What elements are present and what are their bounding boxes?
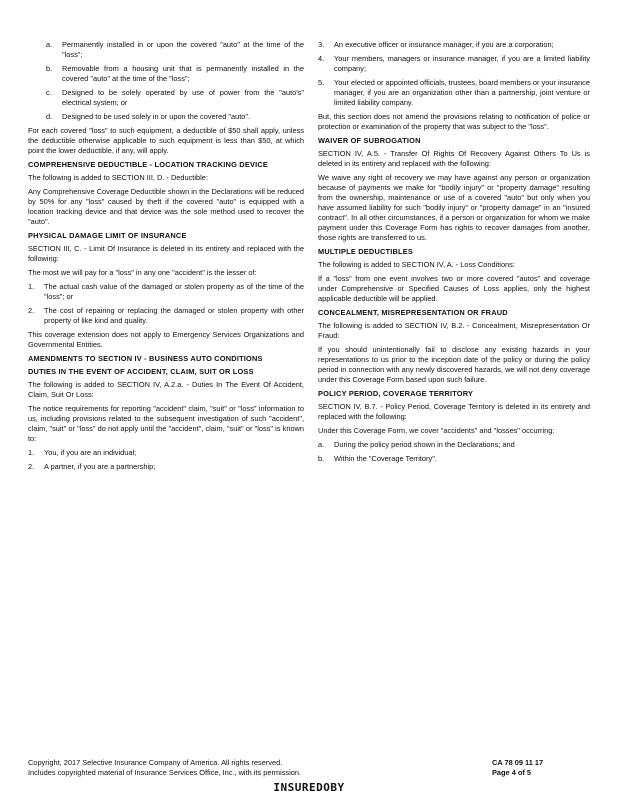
body-paragraph: This coverage extension does not apply to Emergency Services Organizations and Governmental Entities. (28, 330, 304, 349)
form-identifier (492, 758, 592, 778)
form-number: CA 78 09 11 17 (492, 758, 544, 767)
section-intro: SECTION IV, A.5. - Transfer Of Rights Of Recovery Against Others To Us is deleted in its entirety and replaced with the following: (318, 149, 590, 168)
body-paragraph: The most we will pay for a "loss" in any one "accident" is the lesser of: (28, 268, 257, 277)
body-paragraph: If you should unintentionally fail to disclose any existing hazards in your representations to us prior to the inception date of the policy or during the policy period in connection with any newly discovered hazards, we will not deny coverage under this Coverage Form based upon such failure. (318, 345, 590, 384)
section-intro: The following is added to SECTION III, D. - Deductible: (28, 173, 208, 182)
list-item: 1. The actual cash value of the damaged or stolen property as of the time of the "loss"; or (28, 282, 304, 301)
section-heading: MULTIPLE DEDUCTIBLES (318, 247, 414, 256)
section-intro: SECTION III, C. - Limit Of Insurance is deleted in its entirety and replaced with the following: (28, 244, 304, 263)
list-item: a. Permanently installed in or upon the covered "auto" at the time of the "loss"; (46, 40, 304, 59)
section-heading: WAIVER OF SUBROGATION (318, 136, 421, 145)
body-paragraph: If a "loss" from one event involves two or more covered "autos" and coverage under Comprehensive or Specified Causes of Loss applies, only the highest applicable deductible will be applied. (318, 274, 590, 303)
body-paragraph: Under this Coverage Form, we cover "accidents" and "losses" occurring: (318, 426, 555, 435)
list-item: 4. Your members, managers or insurance manager, if you are a limited liability company; (318, 54, 590, 73)
section-intro: The following is added to SECTION IV, B.2. - Concealment, Misrepresentation Or Fraud: (318, 321, 590, 340)
section-heading: PHYSICAL DAMAGE LIMIT OF INSURANCE (28, 231, 187, 240)
body-paragraph: Any Comprehensive Coverage Deductible shown in the Declarations will be reduced by 50% for any "loss" caused by theft if the covered "auto" is equipped with a location tracking device and that device was the sole method used to recover the "auto". (28, 187, 304, 226)
section-heading: COMPREHENSIVE DEDUCTIBLE - LOCATION TRACKING DEVICE (28, 160, 269, 169)
page-number: Page 4 of 5 (492, 768, 532, 777)
section-heading: AMENDMENTS TO SECTION IV - BUSINESS AUTO CONDITIONS (28, 354, 263, 363)
section-intro: SECTION IV, B.7. - Policy Period, Coverage Territory is deleted in its entirety and replaced with the following: (318, 402, 590, 421)
section-heading: POLICY PERIOD, COVERAGE TERRITORY (318, 389, 474, 398)
section-heading: DUTIES IN THE EVENT OF ACCIDENT, CLAIM, SUIT OR LOSS (28, 367, 254, 376)
deductible-paragraph: For each covered "loss" to such equipment, a deductible of $50 shall apply, unless the deductible otherwise applicable to such equipment is less than $50, at which point the lower deductible, if any, will apply. (28, 126, 304, 155)
list-item: 2. The cost of repairing or replacing the damaged or stolen property with other property of like kind and quality. (28, 306, 304, 325)
section-intro: The following is added to SECTION IV, A.2.a. - Duties In The Event Of Accident, Claim, Suit Or Loss: (28, 380, 304, 399)
list-item: b. Removable from a housing unit that is permanently installed in the covered "auto" at the time of the "loss"; (46, 64, 304, 83)
copyright-notice (28, 758, 428, 778)
section-intro: The following is added to SECTION IV, A. - Loss Conditions: (318, 260, 515, 269)
equipment-sub-list (46, 40, 304, 122)
watermark: INSUREDOBY (273, 781, 345, 794)
body-paragraph: The notice requirements for reporting "accident" claim, "suit" or "loss" information to us, including provisions related to the subsequent investigation of such "accident", claim, "suit" or "loss" do not apply until the "accident", claim, "suit" or "loss" is known to: (28, 404, 304, 443)
list-item: a. During the policy period shown in the Declarations; and (318, 440, 515, 449)
left-column (28, 40, 304, 476)
body-paragraph: But, this section does not amend the provisions relating to notification of police or protection or examination of the property that was subject to the "loss". (318, 112, 590, 131)
list-item: c. Designed to be solely operated by use of power from the "auto's" electrical system; or (46, 88, 304, 107)
right-column (318, 40, 590, 468)
list-item: 3. An executive officer or insurance manager, if you are a corporation; (318, 40, 554, 49)
list-item: d. Designed to be used solely in or upon the covered "auto". (46, 112, 251, 121)
list-item: 2. A partner, if you are a partnership; (28, 462, 156, 471)
section-heading: CONCEALMENT, MISREPRESENTATION OR FRAUD (318, 308, 508, 317)
list-item: 5. Your elected or appointed officials, trustees, board members or your insurance manager, if you are an organization other than a partnership, joint venture or limited liability company. (318, 78, 590, 107)
body-paragraph: We waive any right of recovery we may have against any person or organization because of payments we make for "bodily injury" or "property damage" resulting from the ownership, maintenance or use of a covered "auto" but only when you have assumed liability for such "bodily injury" or "property damage" in an "insured contract". In all other circumstances, if a person or organization for whom we make payment under this Coverage Form has rights to recover damages from another, those rights are transferred to us. (318, 173, 590, 242)
list-item: b. Within the "Coverage Territory". (318, 454, 437, 463)
list-item: 1. You, if you are an individual; (28, 448, 137, 457)
copyright-line: Copyright, 2017 Selective Insurance Company of America. All rights reserved. (28, 758, 283, 767)
copyright-line: Includes copyrighted material of Insurance Services Office, Inc., with its permission. (28, 768, 302, 777)
